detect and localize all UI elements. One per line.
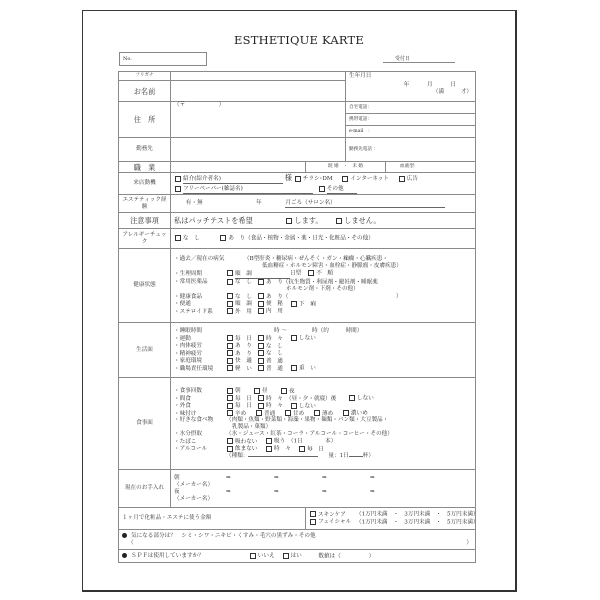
seasoning-label: ・味付け (174, 410, 197, 417)
favorites-list-2: 乳製品・菓類） (232, 424, 272, 431)
alc-everyday: 毎 日 (307, 446, 324, 453)
esthe-experience-label: エステティック経験 (119, 195, 171, 213)
bowel-good-checkbox[interactable] (227, 301, 233, 307)
medicine-none: な し (235, 279, 252, 286)
bowel-diarrhea-checkbox[interactable] (291, 301, 297, 307)
smoke-checkbox[interactable] (266, 438, 272, 444)
esthe-experience-field[interactable] (171, 195, 476, 213)
health-food-some: あ り（ (266, 293, 289, 300)
snack-never-checkbox[interactable] (349, 395, 355, 401)
steroid-ext-checkbox[interactable] (227, 308, 233, 314)
skincare-label: 現在のお手入れ (119, 470, 171, 508)
favorites-list: （肉類・魚類・野菜類・海藻・果物・麺類・パン類・大豆製品・ (226, 417, 389, 424)
allergy-some-checkbox[interactable] (220, 235, 226, 241)
experience-salon: 月ごろ（サロン名） (285, 200, 445, 208)
skincare-spend: スキンケア (318, 511, 346, 518)
bowel-good: 順 調 (235, 301, 252, 308)
arrow-icon: ⇒ (322, 475, 327, 481)
sleep-from: 時 ～ (274, 328, 287, 335)
seasoning-normal: 普通 (264, 410, 276, 417)
day-type: 日型 (290, 270, 302, 277)
steroid-int: 内 用 (266, 308, 283, 315)
alcohol-amount: 量：1日 (328, 453, 349, 460)
breakfast: 朝 (235, 388, 241, 395)
snack-label: ・間食 (174, 395, 191, 402)
eatout-never: しない (299, 403, 316, 410)
sleep-to: 時（約 時間） (312, 328, 363, 335)
exercise-sometimes: 時 々 (266, 335, 283, 342)
night-label: 夜 (174, 488, 180, 495)
diet-section (171, 378, 476, 470)
occupation-label: 職 業 (119, 162, 171, 173)
freepaper-checkbox[interactable] (175, 186, 181, 192)
tobacco-label: ・たばこ (174, 438, 197, 445)
snack-when: （昼・夕・就寝）後 (286, 395, 337, 402)
bowel-label: ・便通 (174, 301, 191, 308)
exercise-everyday: 毎 日 (235, 335, 252, 342)
facial-spend: フェイシャル (318, 519, 352, 526)
age-label: （満 才） (432, 88, 473, 95)
patch-test-no-checkbox[interactable] (336, 218, 342, 224)
eatout-everyday-checkbox[interactable] (227, 403, 233, 409)
experience-yes-no: 有・無 (185, 199, 203, 206)
health-food-some-checkbox[interactable] (258, 293, 264, 299)
page-title: ESTHETIQUE KARTE (234, 33, 364, 47)
arrow-icon: ⇒ (370, 475, 375, 481)
exercise-never: しない (299, 335, 316, 342)
no-smoke-checkbox[interactable] (227, 438, 233, 444)
medicine-list-2: ホルモン剤・下剤・その他） (286, 286, 359, 293)
steroid-ext: 外 用 (235, 308, 252, 315)
lifestyle-label: 生活面 (119, 323, 171, 378)
eatout-sometimes-checkbox[interactable] (258, 403, 264, 409)
concerns-question: 気になる部分は？ シミ・シワ・ニキビ・くすみ・毛穴の黒ずみ・その他 (131, 532, 316, 539)
health-food-none-checkbox[interactable] (227, 293, 233, 299)
skincare-section[interactable] (171, 470, 476, 508)
paren-close: ） (466, 539, 473, 546)
arrow-icon: ⇒ (322, 488, 327, 495)
ad-option: 広告 (406, 176, 418, 182)
no-smoke: 吸わない (235, 438, 258, 445)
spf-question: ＳＰＦは使用していますか？ (131, 553, 204, 560)
alc-sometimes-checkbox[interactable] (266, 446, 272, 452)
day-label: 日 (450, 81, 457, 88)
exercise-label: ・運動 (174, 335, 191, 342)
work-phone-field[interactable] (346, 138, 476, 162)
medicine-some-checkbox[interactable] (258, 279, 264, 285)
health-label: 健康状態 (119, 249, 171, 323)
received-date-field[interactable]: 受付日 (383, 55, 455, 63)
patch-test-no: しません。 (344, 216, 381, 226)
number-field[interactable]: No. (119, 52, 207, 66)
snack-never: しない (357, 395, 374, 402)
menstrual-irregular-checkbox[interactable] (308, 270, 314, 276)
light: 薄め (322, 410, 334, 417)
home-normal: 普 通 (266, 358, 283, 365)
strong-checkbox[interactable] (343, 410, 349, 416)
menstrual-regular: 順 調 (235, 271, 290, 279)
bullet-icon (122, 553, 127, 558)
furigana-label: フリガナ (119, 72, 171, 81)
bowel-constipation: 便 秘 (266, 301, 283, 308)
allergy-row (171, 229, 476, 249)
sweet-checkbox[interactable] (285, 410, 291, 416)
spf-no-checkbox[interactable] (250, 553, 256, 559)
spicy-checkbox[interactable] (227, 410, 233, 416)
snack-everyday: 毎 日 (235, 395, 252, 402)
internet-option: インターネット (350, 176, 389, 182)
snack-sometimes-checkbox[interactable] (258, 395, 264, 401)
skincare-spend-checkbox[interactable] (310, 511, 316, 517)
snack-sometimes: 時 々 (266, 395, 283, 402)
facial-spend-checkbox[interactable] (310, 519, 316, 525)
menstrual-label: ・生理周期 (174, 270, 202, 277)
month-label: 月 (427, 81, 433, 88)
snack-everyday-checkbox[interactable] (227, 395, 233, 401)
arrow-icon: ⇒ (274, 475, 279, 481)
year-label: 年 (403, 81, 410, 88)
dinner: 夜 (289, 388, 295, 395)
illness-list-2: 低血糖症・ホルモン障害・血栓症・静脈瘤・皮膚疾患） (262, 263, 402, 270)
alcohol-cups: 杯） (362, 453, 374, 460)
alcohol-type: （種類： (226, 453, 249, 460)
sweet: 甘め (293, 410, 305, 417)
name-label: お名前 (119, 81, 171, 102)
lunch: 昼 (262, 388, 268, 395)
ad-checkbox[interactable] (399, 176, 405, 182)
marital-status[interactable]: 既 婚 ・ 未 婚 (306, 162, 386, 173)
lunch-checkbox[interactable] (254, 388, 260, 394)
mental-fatigue-no-checkbox[interactable] (258, 350, 264, 356)
night-maker: （メーカー名） (174, 495, 214, 502)
work-light-checkbox[interactable] (227, 365, 233, 371)
eating-out-label: ・外食 (174, 403, 191, 410)
eatout-everyday: 毎 日 (235, 403, 252, 410)
arrow-icon: ⇒ (226, 475, 231, 481)
karte-sheet (82, 10, 517, 592)
postal-code: （〒 ） (174, 102, 225, 108)
breakfast-checkbox[interactable] (227, 388, 233, 394)
flyer-option: チラシ･DM (302, 176, 333, 182)
physical-fatigue-label: ・肉体疲労 (174, 343, 202, 350)
monthly-spend-options (306, 508, 479, 530)
arrow-icon: ⇒ (226, 488, 231, 495)
work-normal: 普 通 (266, 365, 283, 372)
physical-fatigue-no-checkbox[interactable] (258, 343, 264, 349)
visit-reason-label: 来店動機 (119, 173, 171, 195)
notes-label: 注意事項 (119, 213, 171, 229)
monthly-spend-label: １ヶ月で化粧品・エステに使う金額 (119, 508, 306, 530)
other-checkbox[interactable] (319, 186, 325, 192)
occupation-field[interactable] (171, 162, 306, 173)
address-field[interactable] (171, 102, 346, 138)
morning-label: 朝 (174, 475, 180, 481)
diet-label: 食事面 (119, 378, 171, 470)
paren-close: ） (396, 293, 402, 300)
medicine-some: あ り (266, 279, 283, 286)
birthdate-field[interactable] (346, 72, 476, 102)
spf-value-field[interactable]: 数値は（ ） (318, 553, 375, 560)
home-phone-field[interactable]: 自宅電話： (346, 102, 476, 114)
health-section (171, 249, 476, 323)
allergy-label: アレルギーチェック (119, 229, 171, 249)
exercise-sometimes-checkbox[interactable] (258, 335, 264, 341)
email-field[interactable]: e-mail ： (346, 126, 476, 138)
spf-row (119, 550, 476, 563)
spicy: 辛め (235, 410, 247, 417)
allergy-none: な し (183, 235, 200, 242)
sleep-label: ・睡眠時間 (174, 328, 202, 335)
skincare-ranges[interactable]: （1万円未満 ・ 3万円未満 ・ 5万円未満） (356, 511, 479, 518)
allergy-none-checkbox[interactable] (175, 235, 181, 241)
karte-form-table (118, 71, 479, 563)
health-food-none: な し (235, 293, 252, 300)
menstrual-irregular: 不 順 (316, 270, 333, 277)
meals-label: ・食事回数 (174, 388, 202, 395)
past-illness-label: ・過去／現在の病気 (174, 256, 225, 263)
water-list: （水・ジュース・紅茶・コーラ・アルコール・コーヒー・その他） (226, 431, 393, 438)
exercise-everyday-checkbox[interactable] (227, 335, 233, 341)
spf-yes-checkbox[interactable] (283, 553, 289, 559)
furigana-field[interactable] (171, 72, 346, 81)
experience-year: 年 (256, 199, 262, 206)
mental-fatigue-label: ・精神疲労 (174, 350, 202, 357)
home-comfortable-checkbox[interactable] (227, 358, 233, 364)
exercise-never-checkbox[interactable] (291, 335, 297, 341)
work-light: 軽 い (235, 365, 252, 372)
favorites-label: ・好きな食べ物 (174, 417, 214, 424)
referral-checkbox[interactable] (175, 176, 181, 182)
birthdate-label: 生年月日 (349, 73, 372, 79)
work-heavy-checkbox[interactable] (291, 365, 297, 371)
bowel-diarrhea: 下 痢 (299, 301, 316, 308)
smoke: 吸う （1日 本） (274, 438, 337, 445)
illness-list: （B型肝炎・糖尿病・ぜんそく・ガン・癲癇・心臓疾患・ (244, 256, 388, 263)
name-field[interactable] (171, 81, 346, 102)
dinner-checkbox[interactable] (281, 388, 287, 394)
facial-ranges[interactable]: （1万円未満 ・ 3万円未満 ・ 5万円未満） (356, 519, 479, 526)
referral-option: 紹介(紹介者名) (183, 176, 283, 184)
health-food-label: ・健康食品 (174, 293, 202, 300)
allergy-some: あ り（食品・植物・金属・薬・日光・化粧品・その他） (228, 235, 374, 242)
honorific: 様 (284, 173, 292, 182)
strong: 濃いめ (351, 410, 368, 417)
concerns-row[interactable] (119, 530, 476, 550)
alcohol-label: ・アルコール (174, 446, 208, 453)
bullet-icon (122, 533, 127, 538)
medicine-none-checkbox[interactable] (227, 279, 233, 285)
mobile-phone-field[interactable]: 携帯電話： (346, 114, 476, 126)
patch-test-row (171, 213, 476, 229)
workplace-label: 勤務先 (119, 138, 171, 162)
paren-open: （ (128, 539, 134, 546)
no-drink-checkbox[interactable] (227, 446, 233, 452)
lifestyle-section (171, 323, 476, 378)
spf-yes: はい (290, 553, 302, 560)
mental-fatigue-yes: あ り (235, 350, 252, 357)
physical-fatigue-yes: あ り (235, 343, 252, 350)
physical-fatigue-no: な し (266, 343, 283, 350)
morning-maker: （メーカー名） (174, 481, 214, 488)
work-normal-checkbox[interactable] (258, 365, 264, 371)
menstrual-regular-checkbox[interactable] (227, 270, 233, 276)
steroid-label: ・ステロイド系 (174, 308, 213, 315)
address-label: 住 所 (119, 102, 171, 138)
home-comfortable: 快 適 (235, 358, 252, 365)
steroid-int-checkbox[interactable] (258, 308, 264, 314)
light-checkbox[interactable] (314, 410, 320, 416)
arrow-icon: ⇒ (274, 488, 279, 495)
medicine-label: ・常用医薬品 (174, 279, 208, 286)
patch-test-yes-checkbox[interactable] (286, 218, 292, 224)
internet-checkbox[interactable] (342, 176, 348, 182)
seasoning-normal-checkbox[interactable] (256, 410, 262, 416)
freepaper-option: フリーペーパー(雑誌名) (183, 186, 313, 194)
no-drink: 飲まない (235, 446, 258, 453)
work-heavy: 重 い (299, 365, 316, 372)
work-phone-label: 勤務先電話 (349, 146, 372, 152)
colon: ： (373, 146, 379, 152)
alc-everyday-checkbox[interactable] (299, 446, 305, 452)
other-option: その他 (327, 186, 357, 194)
work-stress-label: ・職場責任環境 (174, 365, 214, 372)
patch-test-label: 私はパッチテストを希望 (174, 216, 253, 226)
physical-fatigue-yes-checkbox[interactable] (227, 343, 233, 349)
patch-test-yes: します。 (294, 216, 323, 226)
medicine-list: （抗生物質・利尿剤・避妊剤・睡眠薬 (282, 279, 378, 286)
spf-no: いいえ (257, 553, 275, 560)
alc-sometimes: 時 々 (274, 446, 291, 453)
home-env-label: ・家庭環境 (174, 358, 202, 365)
bowel-constipation-checkbox[interactable] (258, 301, 264, 307)
mental-fatigue-yes-checkbox[interactable] (227, 350, 233, 356)
eatout-sometimes: 時 々 (266, 403, 283, 410)
mental-fatigue-no: な し (266, 350, 283, 357)
eatout-never-checkbox[interactable] (291, 403, 297, 409)
arrow-icon: ⇒ (370, 488, 375, 495)
flyer-checkbox[interactable] (295, 176, 301, 182)
workplace-field[interactable] (171, 138, 346, 162)
home-normal-checkbox[interactable] (258, 358, 264, 364)
water-label: ・水分摂取 (174, 431, 202, 438)
blood-type-field[interactable]: 血液型： (386, 162, 476, 173)
visit-reason-options (171, 173, 476, 195)
